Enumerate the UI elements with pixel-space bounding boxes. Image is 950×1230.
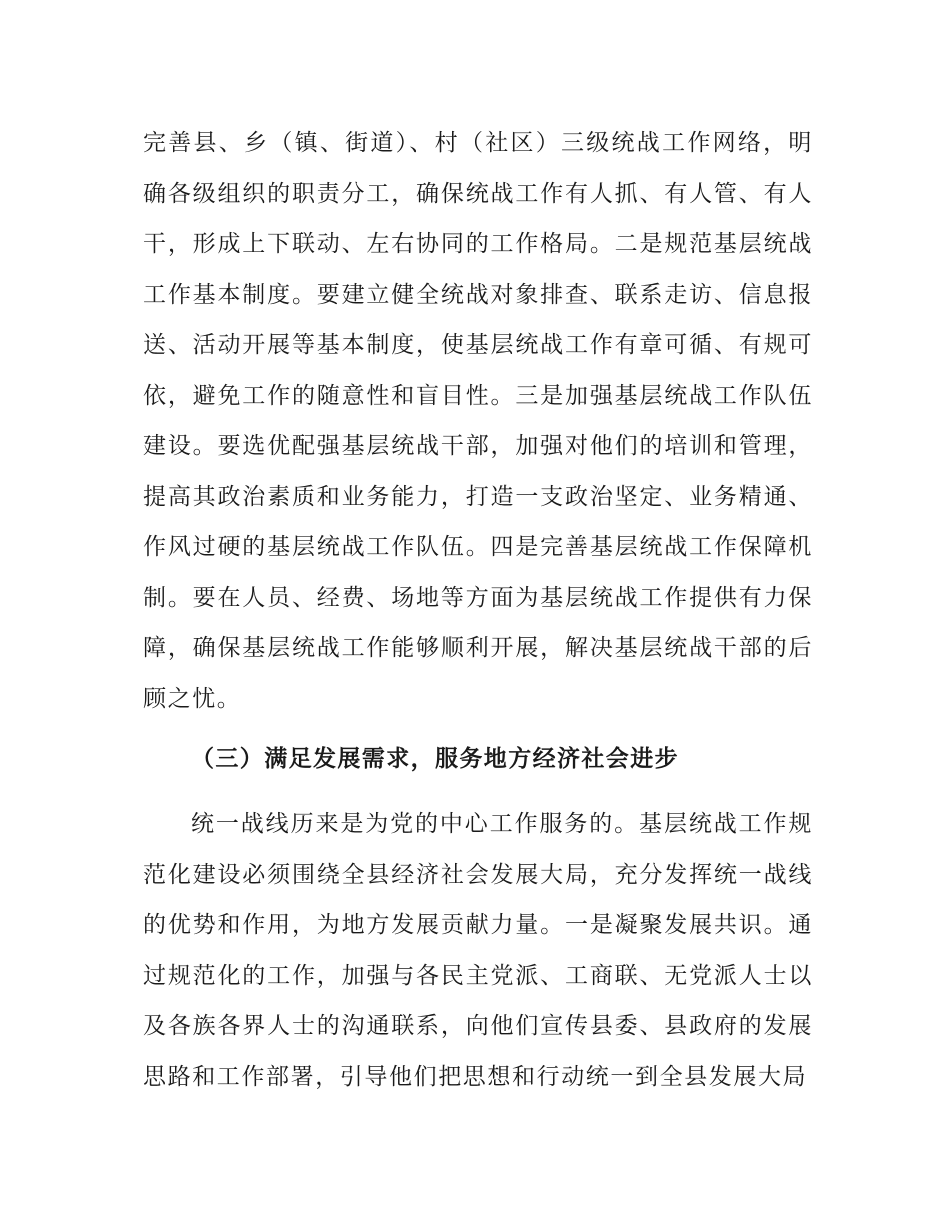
body-paragraph-continued: 完善县、乡（镇、街道）、村（社区）三级统战工作网络，明确各级组织的职责分工，确保统战工作有人抓、有人管、有人干，形成上下联动、左右协同的工作格局。二是规范基层统战工作基本制度。要建立健全统战对象排查、联系走访、信息报送、活动开展等基本制度，使基层统战工作有章可循、有规可依，避免工作的随意性和盲目性。三是加强基层统战工作队伍建设。要选优配强基层统战干部，加强对他们的培训和管理，提高其政治素质和业务能力，打造一支政治坚定、业务精通、作风过硬的基层统战工作队伍。四是完善基层统战工作保障机制。要在人员、经费、场地等方面为基层统战工作提供有力保障，确保基层统战工作能够顺利开展，解决基层统战干部的后顾之忧。 (143, 130, 813, 712)
body-paragraph: 统一战线历来是为党的中心工作服务的。基层统战工作规范化建设必须围绕全县经济社会发展大局，充分发挥统一战线的优势和作用，为地方发展贡献力量。一是凝聚发展共识。通过规范化的工作，加强与各民主党派、工商联、无党派人士以及各族各界人士的沟通联系，向他们宣传县委、县政府的发展思路和工作部署，引导他们把思想和行动统一到全县发展大局 (143, 811, 813, 1090)
section-heading: （三）满足发展需求，服务地方经济社会进步 (191, 746, 679, 772)
